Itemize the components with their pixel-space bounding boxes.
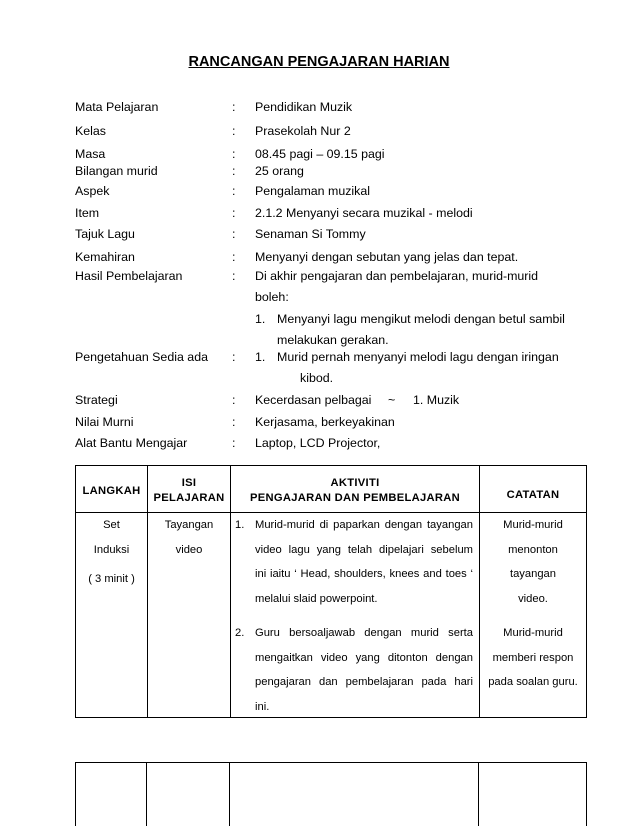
info-value: Pengalaman muzikal [255, 184, 371, 198]
catatan-cell [480, 621, 586, 695]
isi-text: Tayangan [164, 519, 214, 531]
info-colon: : [232, 206, 236, 220]
info-colon: : [232, 147, 236, 161]
info-value: 1. Muzik [413, 393, 460, 407]
langkah-step: Induksi [93, 543, 130, 556]
activity-line: melalui slaid powerpoint. [255, 592, 378, 605]
info-label: Tajuk Lagu [75, 227, 135, 241]
info-label: Hasil Pembelajaran [75, 269, 183, 283]
catatan-cell [480, 513, 586, 611]
info-value: Kerjasama, berkeyakinan [255, 415, 395, 429]
header-aktiviti: AKTIVITI [330, 477, 380, 489]
info-label: Pengetahuan Sedia ada [75, 350, 208, 364]
info-label: Bilangan murid [75, 164, 158, 178]
info-colon: : [232, 393, 236, 407]
isi-text: video [175, 543, 203, 556]
column-divider [146, 762, 147, 826]
activity-line: ini. [255, 700, 270, 713]
header-langkah: LANGKAH [82, 485, 141, 497]
info-row-bilangan-murid [0, 164, 638, 186]
lesson-table [75, 465, 587, 718]
activity-line: ini iaitu ‘ Head, shoulders, knees and toes ‘ [255, 568, 473, 580]
column-divider [586, 762, 587, 826]
langkah-time: ( 3 minit ) [88, 573, 135, 585]
catatan-line: memberi respon [492, 651, 574, 664]
activity-number: 2. [235, 627, 245, 639]
info-colon: : [232, 100, 236, 114]
info-label: Alat Bantu Mengajar [75, 436, 188, 450]
info-value: Di akhir pengajaran dan pembelajaran, murid-murid [255, 269, 539, 283]
info-label: Strategi [75, 393, 118, 407]
column-divider [75, 762, 76, 826]
catatan-line: Murid-murid [503, 519, 563, 531]
info-value: Kecerdasan pelbagai [255, 393, 372, 407]
info-label: Masa [75, 147, 106, 161]
activity-line: Guru bersoaljawab dengan murid serta [255, 627, 473, 639]
next-page-table-top [75, 762, 587, 826]
info-row-item [0, 206, 638, 228]
info-label: Kelas [75, 124, 106, 138]
info-value: boleh: [255, 290, 289, 304]
info-colon: : [232, 415, 236, 429]
list-item-text: melakukan gerakan. [277, 333, 389, 347]
column-divider [478, 762, 479, 826]
list-item-text: Menyanyi lagu mengikut melodi dengan betul sambil [277, 312, 565, 326]
column-divider [229, 762, 230, 826]
list-number: 1. [255, 350, 266, 364]
catatan-line: video. [518, 592, 548, 605]
info-colon: : [232, 227, 236, 241]
info-value: Senaman Si Tommy [255, 227, 366, 241]
header-pengajaran-pembelajaran: PENGAJARAN DAN PEMBELAJARAN [249, 492, 461, 504]
list-item-text: kibod. [300, 371, 334, 385]
info-value: 08.45 pagi – 09.15 pagi [255, 147, 385, 161]
activity-number: 1. [235, 519, 245, 531]
isi-cell [148, 513, 230, 562]
table-top-border [75, 762, 587, 763]
langkah-cell [76, 513, 147, 592]
info-value: Menyanyi dengan sebutan yang jelas dan tepat. [255, 250, 519, 264]
info-colon: : [232, 124, 236, 138]
info-value: 25 orang [255, 164, 304, 178]
info-colon: : [232, 350, 236, 364]
info-value: 2.1.2 Menyanyi secara muzikal - melodi [255, 206, 473, 220]
info-label: Mata Pelajaran [75, 100, 159, 114]
info-value: Prasekolah Nur 2 [255, 124, 351, 138]
activity-line: mengaitkan video yang ditonton dengan [255, 651, 473, 664]
info-row-mata-pelajaran [0, 100, 638, 122]
catatan-line: pada soalan guru. [488, 676, 578, 688]
info-colon: : [232, 250, 236, 264]
info-colon: : [232, 436, 236, 450]
activity-line: video lagu yang telah dipelajari sebelum [255, 543, 473, 556]
info-row-alat-bantu-mengajar [0, 436, 638, 458]
tilde-separator: ~ [388, 393, 396, 407]
info-label: Kemahiran [75, 250, 135, 264]
activity-line: Murid-murid di paparkan dengan tayangan [255, 519, 473, 531]
info-colon: : [232, 164, 236, 178]
list-number: 1. [255, 312, 266, 326]
langkah-step: Set [103, 519, 120, 531]
catatan-line: menonton [508, 543, 558, 556]
activity-line: pengajaran dan pembelajaran pada hari [255, 676, 473, 688]
header-isi: ISI [181, 477, 197, 489]
list-item-text: Murid pernah menyanyi melodi lagu dengan iringan [277, 350, 559, 364]
info-value: Pendidikan Muzik [255, 100, 353, 114]
info-label: Aspek [75, 184, 110, 198]
info-label: Item [75, 206, 100, 220]
catatan-line: Murid-murid [503, 627, 563, 639]
header-pelajaran: PELAJARAN [153, 492, 225, 504]
info-colon: : [232, 269, 236, 283]
info-row-aspek [0, 184, 638, 206]
info-colon: : [232, 184, 236, 198]
header-catatan: CATATAN [506, 489, 560, 501]
catatan-line: tayangan [509, 568, 557, 580]
document-title: RANCANGAN PENGAJARAN HARIAN [188, 54, 450, 70]
info-value: Laptop, LCD Projector, [255, 436, 381, 450]
info-row-kelas [0, 124, 638, 146]
info-row-tajuk-lagu [0, 227, 638, 249]
info-row-nilai-murni [0, 415, 638, 437]
info-label: Nilai Murni [75, 415, 134, 429]
